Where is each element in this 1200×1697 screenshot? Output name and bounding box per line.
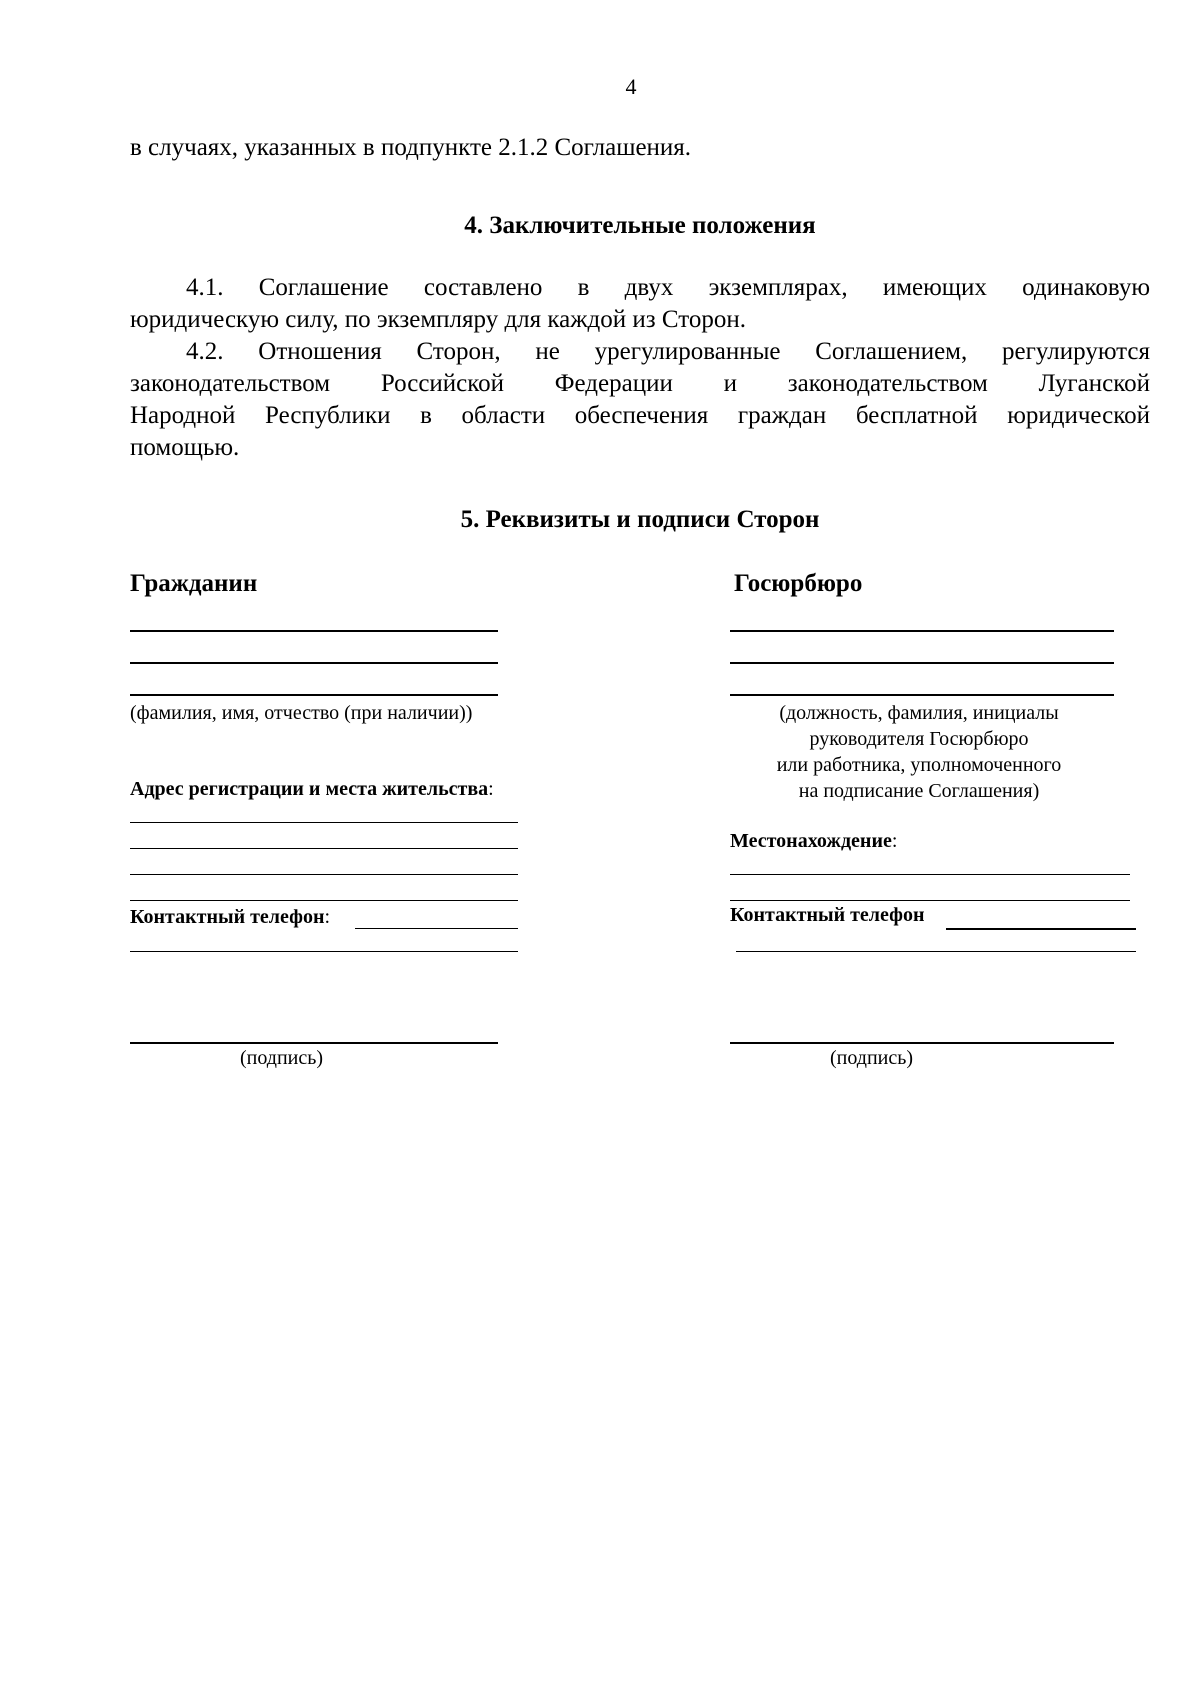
clause-4-2-line-2: законодательством Российской Федерации и законодательством Луганской [130,370,1150,397]
section-4-title: 4. Заключительные положения [464,212,816,239]
citizen-address-line-3 [130,874,518,875]
bureau-caption-line-2: руководителя Госюрбюро [809,728,1029,750]
bureau-location-colon: : [891,830,898,852]
clause-4-2-line-4: помощью. [130,434,240,461]
citizen-name-line-3 [130,694,498,696]
bureau-location-line-1 [730,874,1130,875]
bureau-location-line-2 [730,900,1130,901]
continuation-text: в случаях, указанных в подпункте 2.1.2 Соглашения. [130,134,692,161]
citizen-signature-caption: (подпись) [240,1047,324,1069]
citizen-address-line-1 [130,822,518,823]
bureau-name-line-3 [730,694,1114,696]
bureau-location-label: Местонахождение [730,830,892,852]
clause-4-2-line-3: Народной Республики в области обеспечения граждан бесплатной юридической [130,402,1150,429]
section-5-title: 5. Реквизиты и подписи Сторон [460,506,820,533]
citizen-address-label: Адрес регистрации и места жительства [130,778,489,800]
bureau-signature-caption: (подпись) [830,1047,914,1069]
citizen-address-colon: : [488,778,494,800]
citizen-name-line-2 [130,662,498,664]
citizen-name-caption: (фамилия, имя, отчество (при наличии)) [130,702,473,724]
citizen-phone-colon: : [324,906,331,928]
bureau-phone-label: Контактный телефон [730,904,925,926]
citizen-phone-field[interactable] [355,902,518,929]
citizen-heading: Гражданин [130,570,258,597]
bureau-name-caption [732,700,1106,804]
citizen-signature-line[interactable] [130,1042,498,1044]
citizen-name-line-1 [130,630,498,632]
bureau-signature-line[interactable] [730,1042,1114,1044]
bureau-heading: Госюрбюро [734,570,863,597]
clause-4-1-line-1: 4.1. Соглашение составлено в двух экземплярах, имеющих одинаковую [186,274,1150,301]
bureau-name-line-2 [730,662,1114,664]
bureau-phone-field[interactable] [946,902,1136,930]
bureau-location-label-row [730,828,897,854]
citizen-phone-line-2 [130,951,518,952]
page-number: 4 [625,74,637,99]
clause-4-1-line-2: юридическую силу, по экземпляру для каждой из Сторон. [130,306,746,333]
citizen-address-line-4 [130,900,518,901]
bureau-phone-line-2 [736,951,1136,952]
citizen-phone-label: Контактный телефон [130,906,325,928]
bureau-name-line-1 [730,630,1114,632]
bureau-caption-line-1: (должность, фамилия, инициалы [779,702,1059,724]
citizen-address-label-row [130,776,494,802]
citizen-phone-label-row [130,904,330,930]
clause-4-2-line-1: 4.2. Отношения Сторон, не урегулированные Соглашением, регулируются [186,338,1150,365]
bureau-caption-line-3: или работника, уполномоченного [776,754,1062,776]
citizen-address-line-2 [130,848,518,849]
bureau-caption-line-4: на подписание Соглашения) [798,780,1040,802]
